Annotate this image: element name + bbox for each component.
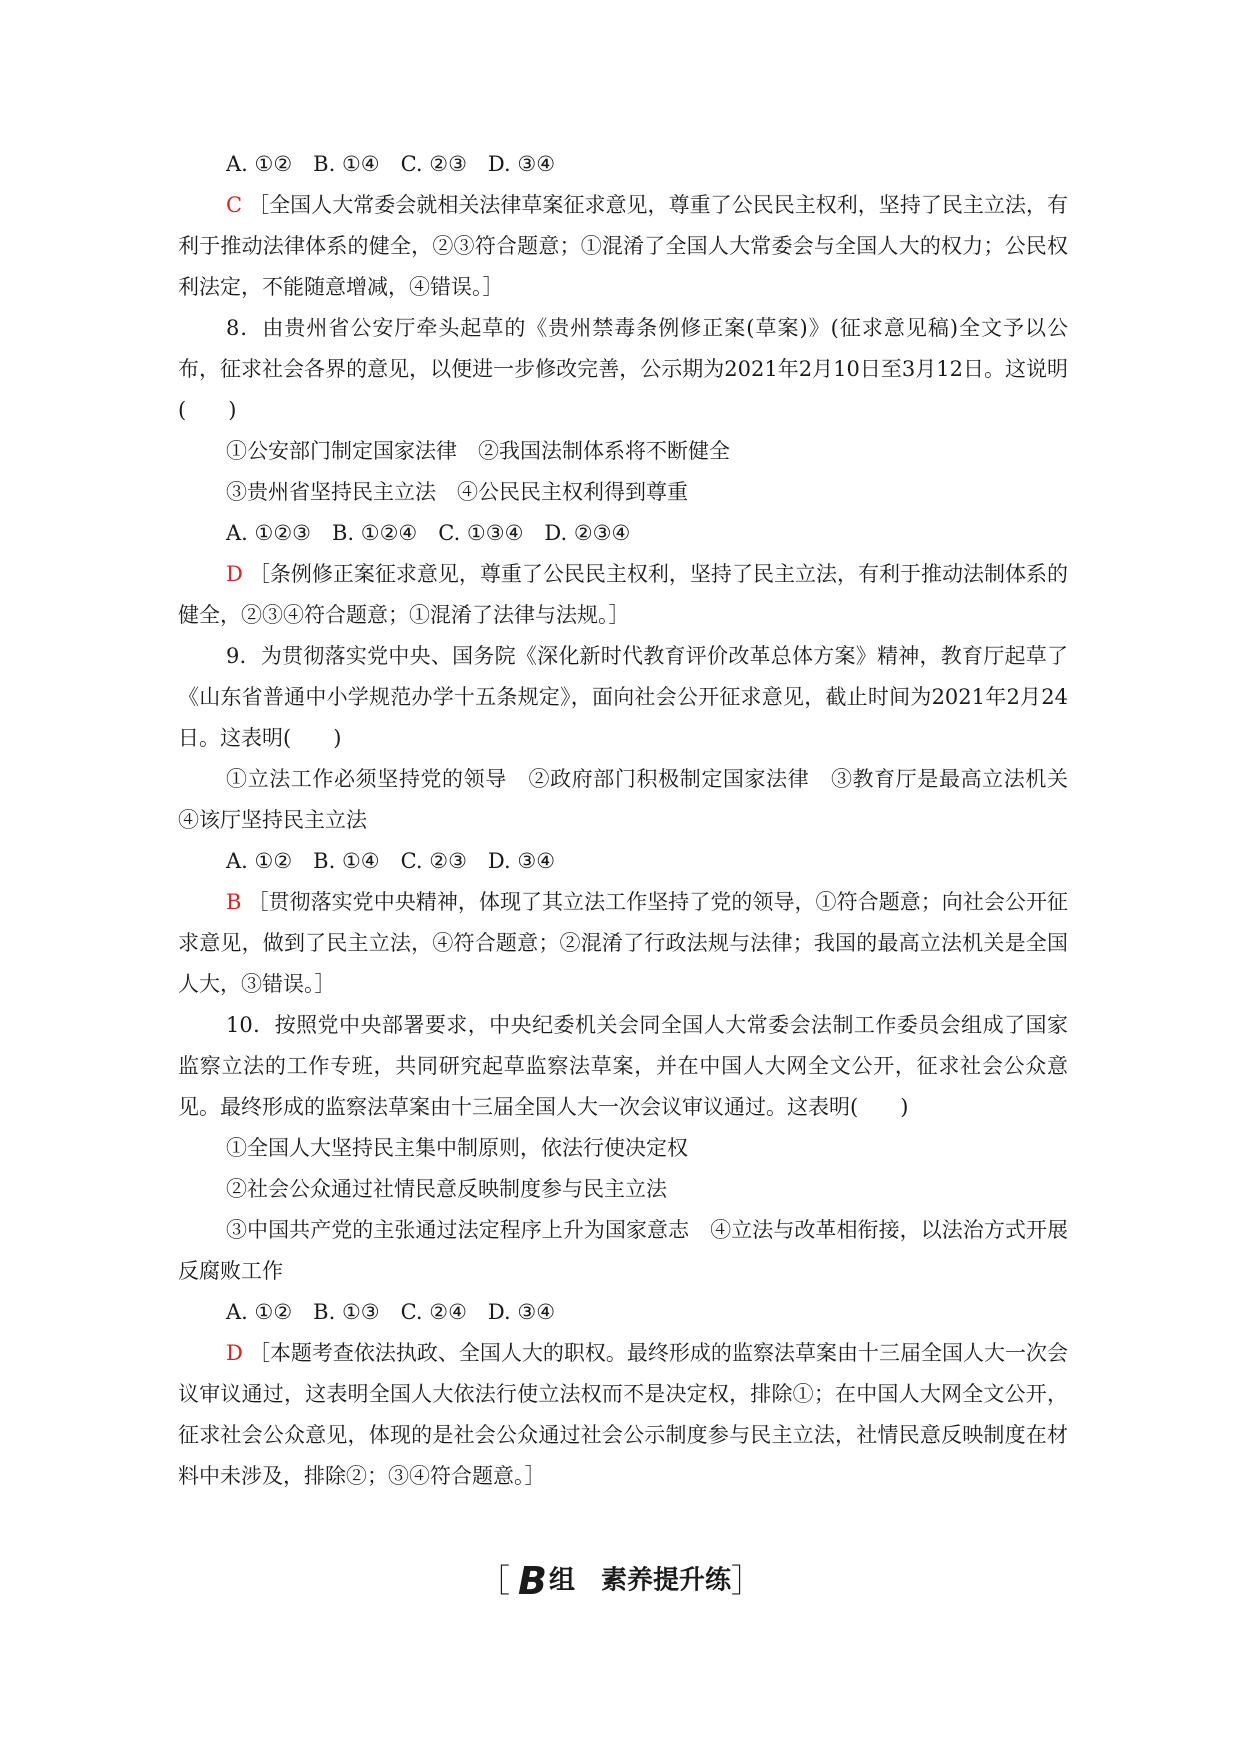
question-8: 8．由贵州省公安厅牵头起草的《贵州禁毒条例修正案(草案)》(征求意见稿)全文予以公布，征求社会各界的意见，以便进一步修改完善，公示期为2021年2月10日至3月12日。这说明( ) (178, 316, 1068, 422)
section-close-bracket: ］ (730, 1561, 763, 1600)
answer-explanation (178, 185, 1068, 308)
choice-line: ①立法工作必须坚持党的领导 ②政府部门积极制定国家法律 ③教育厅是最高立法机关 ④该厅坚持民主立法 (178, 767, 1089, 832)
answer-explanation (178, 554, 1068, 636)
answer-letter: B (226, 890, 242, 914)
question-10: 10．按照党中央部署要求，中央纪委机关会同全国人大常委会法制工作委员会组成了国家监察立法的工作专班，共同研究起草监察法草案，并在中国人大网全文公开，征求社会公众意见。最终形成的监察法草案由十三届全国人大一次会议审议通过。这表明( ) (178, 1013, 1068, 1119)
answer-explanation (178, 1333, 1068, 1497)
answer-text: ［全国人大常委会就相关法律草案征求意见，尊重了公民民主权利，坚持了民主立法，有利于推动法律体系的健全，②③符合题意；①混淆了全国人大常委会与全国人大的权力；公民权利法定，不能随意增减，④错误。］ (178, 193, 1068, 299)
answer-text: ［本题考查依法执政、全国人大的职权。最终形成的监察法草案由十三届全国人大一次会议审议通过，这表明全国人大依法行使立法权而不是决定权，排除①；在中国人大网全文公开，征求社会公众意见，体现的是社会公众通过社会公示制度参与民主立法，社情民意反映制度在材料中未涉及，排除②；③④符合题意。］ (178, 1341, 1068, 1488)
document-body (178, 144, 1089, 1497)
options-line: A. ①② B. ①④ C. ②③ D. ③④ (226, 152, 556, 176)
answer-letter: D (226, 562, 243, 586)
options-line: A. ①② B. ①④ C. ②③ D. ③④ (226, 849, 556, 873)
choice-line: ③贵州省坚持民主立法 ④公民民主权利得到尊重 (226, 480, 688, 504)
choice-line: ②社会公众通过社情民意反映制度参与民主立法 (226, 1177, 667, 1201)
answer-letter: D (226, 1341, 243, 1365)
section-open-bracket: ［ (477, 1561, 510, 1600)
answer-letter: C (226, 193, 243, 217)
choice-line: ①公安部门制定国家法律 ②我国法制体系将不断健全 (226, 439, 730, 463)
answer-explanation (178, 882, 1068, 1005)
section-title: 组 素养提升练 (548, 1565, 731, 1596)
answer-text: ［条例修正案征求意见，尊重了公民民主权利，坚持了民主立法，有利于推动法制体系的健全，②③④符合题意；①混淆了法律与法规。］ (178, 562, 1068, 627)
options-line: A. ①② B. ①③ C. ②④ D. ③④ (226, 1300, 556, 1324)
choice-line: ①全国人大坚持民主集中制原则，依法行使决定权 (226, 1136, 688, 1160)
options-line: A. ①②③ B. ①②④ C. ①③④ D. ②③④ (226, 521, 631, 545)
section-header (0, 1560, 1241, 1601)
question-9: 9．为贯彻落实党中央、国务院《深化新时代教育评价改革总体方案》精神，教育厅起草了《山东省普通中小学规范办学十五条规定》，面向社会公开征求意见，截止时间为2021年2月24日。这表明( ) (178, 644, 1068, 750)
answer-text: ［贯彻落实党中央精神，体现了其立法工作坚持了党的领导，①符合题意；向社会公开征求意见，做到了民主立法，④符合题意；②混淆了行政法规与法律；我国的最高立法机关是全国人大，③错误。］ (178, 890, 1068, 996)
section-letter: B (518, 1558, 547, 1603)
choice-line: ③中国共产党的主张通过法定程序上升为国家意志 ④立法与改革相衔接，以法治方式开展反腐败工作 (178, 1218, 1068, 1283)
